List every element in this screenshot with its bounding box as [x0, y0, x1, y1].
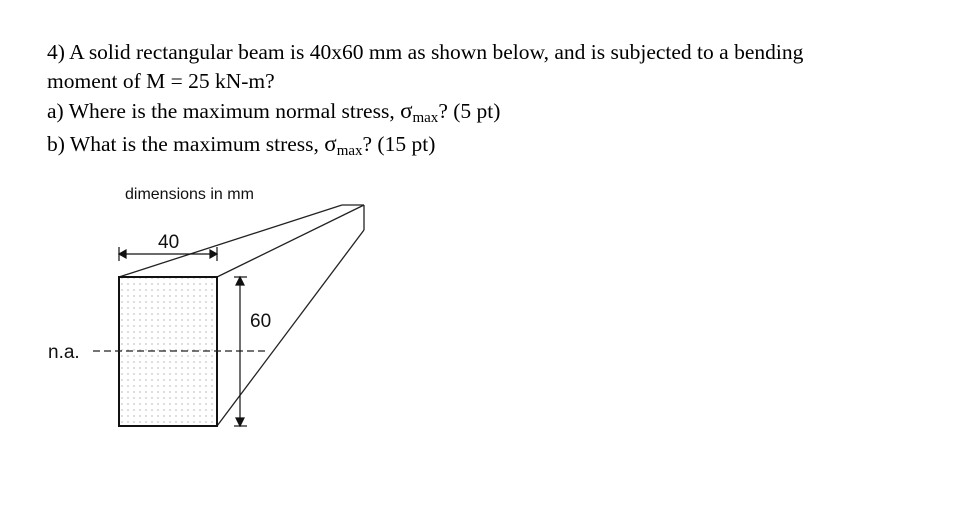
sigma-subscript: max	[412, 110, 439, 126]
dimensions-caption: dimensions in mm	[125, 186, 254, 203]
width-label: 40	[158, 232, 180, 253]
question-b-points: ? (15 pt)	[362, 132, 436, 156]
question-a-text: a) Where is the maximum normal stress,	[47, 99, 401, 123]
sigma-subscript: max	[336, 143, 363, 159]
problem-line-2: moment of M = 25 kN-m?	[47, 69, 275, 93]
problem-line-1: 4) A solid rectangular beam is 40x60 mm as shown below, and is subjected to a bending	[47, 40, 804, 64]
height-label: 60	[250, 311, 272, 332]
question-a-points: ? (5 pt)	[438, 99, 501, 123]
beam-cross-section	[119, 277, 217, 426]
height-dimension	[234, 277, 247, 426]
sigma-symbol: σ	[400, 98, 413, 123]
sigma-symbol: σ	[324, 131, 337, 156]
question-b-text: b) What is the maximum stress,	[47, 132, 325, 156]
neutral-axis-label: n.a.	[48, 342, 80, 363]
